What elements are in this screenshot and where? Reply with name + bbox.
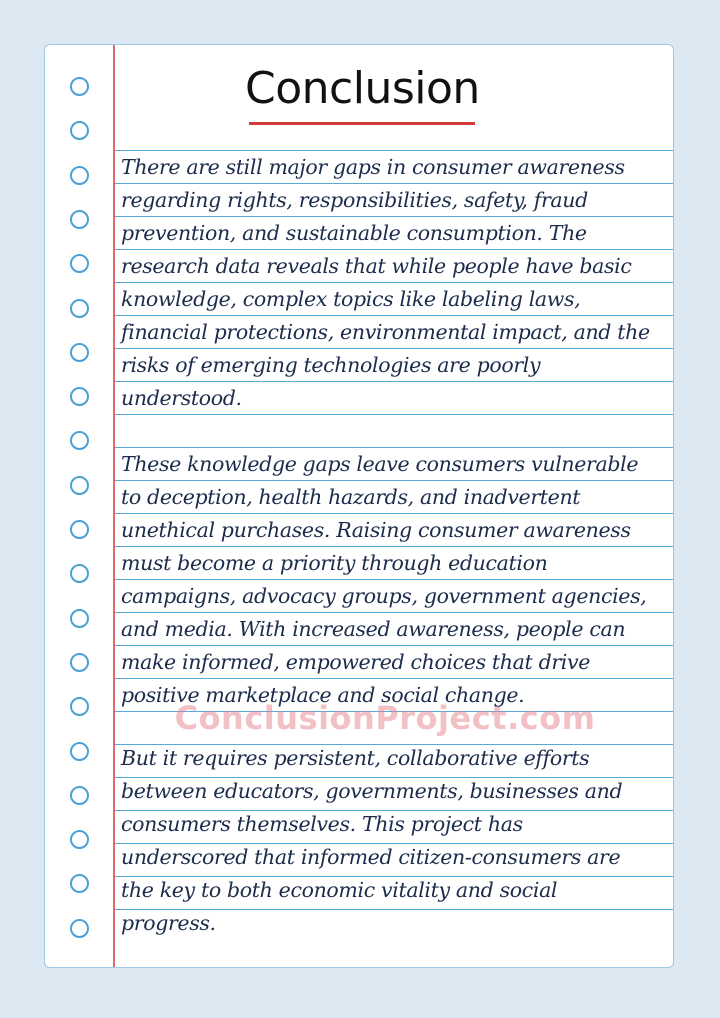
text-line: There are still major gaps in consumer awareness [121, 155, 625, 179]
text-line: knowledge, complex topics like labeling laws, [121, 287, 581, 311]
text-line: research data reveals that while people have basic [121, 254, 632, 278]
text-line: But it requires persistent, collaborative efforts [121, 746, 590, 770]
binder-hole [70, 299, 89, 318]
binder-hole [70, 77, 89, 96]
binder-hole [70, 476, 89, 495]
text-line: underscored that informed citizen-consumers are [121, 845, 621, 869]
margin-line [113, 45, 115, 967]
text-line: consumers themselves. This project has [121, 812, 523, 836]
binder-hole [70, 564, 89, 583]
binder-hole [70, 609, 89, 628]
binder-hole [70, 431, 89, 450]
binder-hole [70, 830, 89, 849]
text-line: regarding rights, responsibilities, safety, fraud [121, 188, 588, 212]
binder-hole [70, 121, 89, 140]
text-line: financial protections, environmental impact, and the [121, 320, 650, 344]
binder-hole [70, 387, 89, 406]
notebook-page [44, 44, 674, 968]
binder-hole [70, 742, 89, 761]
text-line: the key to both economic vitality and social [121, 878, 558, 902]
binder-hole [70, 874, 89, 893]
binder-hole [70, 343, 89, 362]
watermark: ConclusionProject.com [174, 699, 596, 737]
binder-hole [70, 786, 89, 805]
text-line: These knowledge gaps leave consumers vulnerable [121, 452, 639, 476]
binder-hole [70, 653, 89, 672]
text-line: understood. [121, 386, 242, 410]
binder-hole [70, 520, 89, 539]
text-line: must become a priority through education [121, 551, 548, 575]
text-line: and media. With increased awareness, people can [121, 617, 626, 641]
text-line: to deception, health hazards, and inadvertent [121, 485, 581, 509]
text-line: unethical purchases. Raising consumer awareness [121, 518, 631, 542]
text-line: progress. [121, 911, 216, 935]
text-line: between educators, governments, businesses and [121, 779, 623, 803]
text-line: campaigns, advocacy groups, government agencies, [121, 584, 647, 608]
text-line: risks of emerging technologies are poorly [121, 353, 541, 377]
paragraph-1 [121, 151, 673, 415]
title-underline [249, 122, 475, 125]
text-line: positive marketplace and social change. [121, 683, 525, 707]
binder-hole [70, 254, 89, 273]
binder-hole [70, 166, 89, 185]
text-line: prevention, and sustainable consumption. The [121, 221, 587, 245]
paragraph-2 [121, 448, 673, 712]
binder-hole [70, 697, 89, 716]
binder-hole [70, 210, 89, 229]
page-title: Conclusion [245, 63, 480, 114]
paragraph-3 [121, 742, 673, 940]
binder-hole [70, 919, 89, 938]
text-line: make informed, empowered choices that drive [121, 650, 591, 674]
